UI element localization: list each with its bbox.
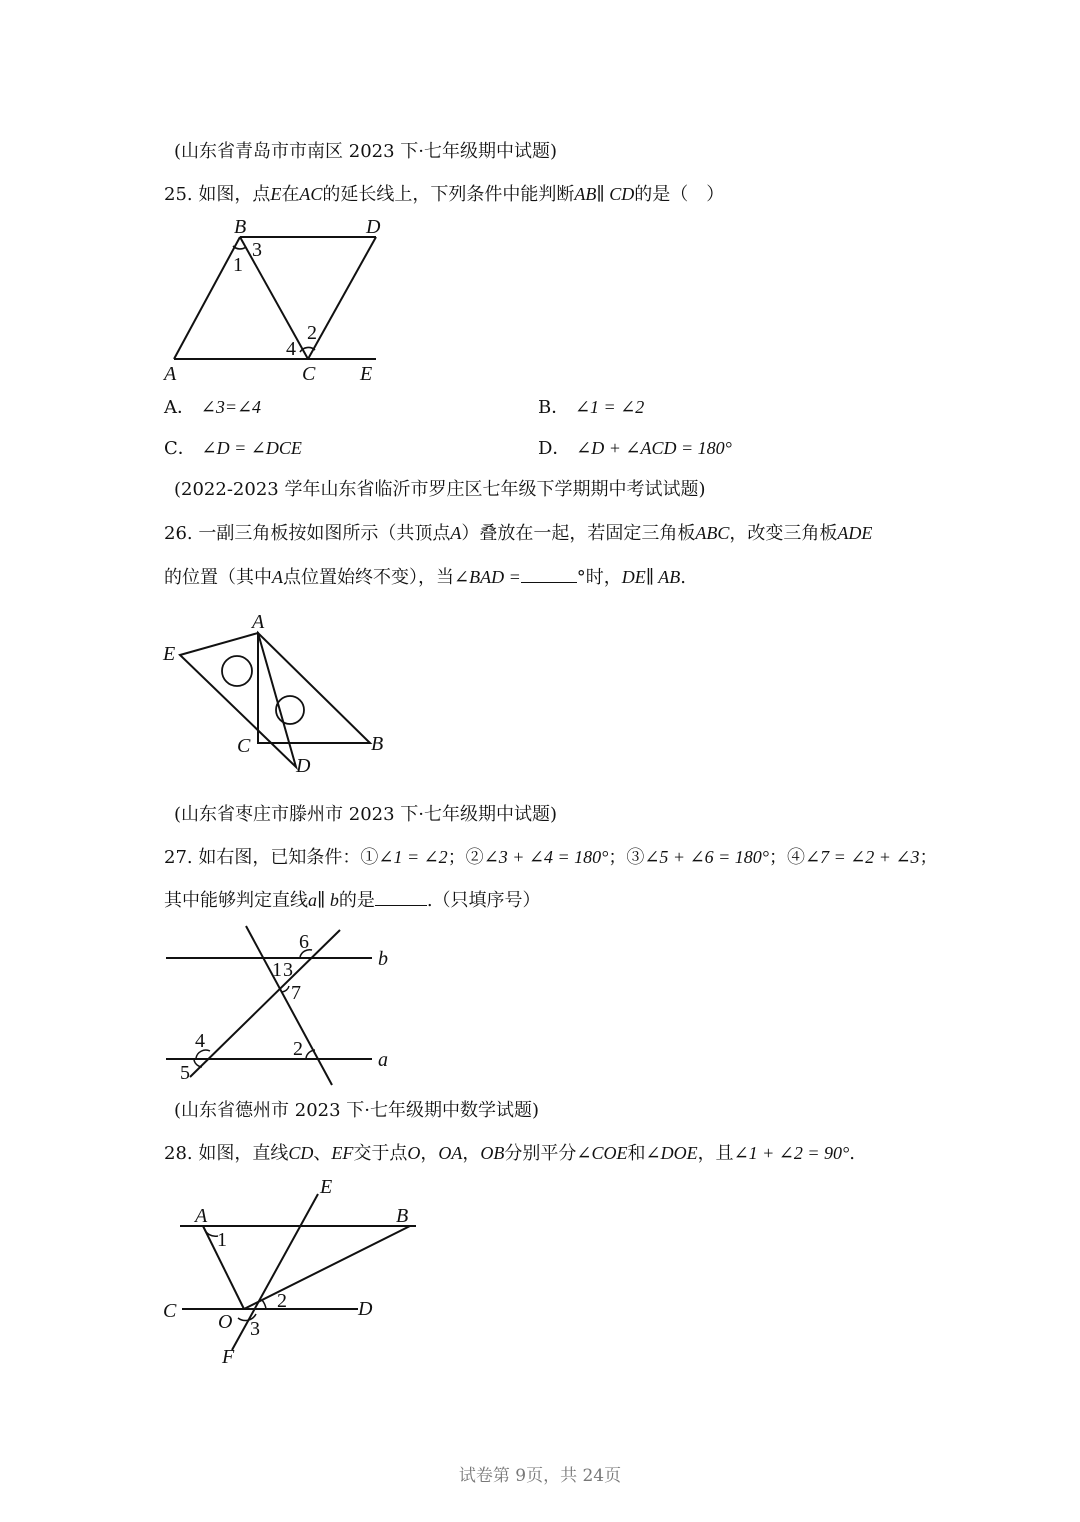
q26-label-A: A [252, 611, 265, 633]
page-footer: 试卷第 9页，共 24页 [458, 1466, 622, 1486]
q25-line-bc [240, 237, 308, 359]
q26-hole-abc [276, 696, 304, 724]
q25-label-C: C [302, 363, 316, 385]
q25-arc-b [233, 246, 246, 249]
q28-label-3: 3 [250, 1318, 260, 1340]
q27-transversal-1 [246, 926, 332, 1085]
q28-line-ef [232, 1194, 318, 1350]
q25-label-D: D [366, 216, 381, 238]
q28-label-1: 1 [217, 1229, 227, 1251]
q28-arc-3 [238, 1314, 256, 1321]
q25-arc-c [300, 347, 315, 352]
q28-label-2: 2 [277, 1290, 287, 1312]
q26-label-E: E [163, 643, 176, 665]
q28-line-oa [203, 1226, 244, 1309]
q26-label-C: C [237, 735, 251, 757]
q27-source: (山东省枣庄市滕州市 2023 下·七年级期中试题) [174, 804, 558, 825]
q27-label-1: 1 [272, 959, 282, 981]
q25-line-cd [308, 237, 376, 359]
q25-label-A: A [164, 363, 177, 385]
q26-triangle-ade [180, 633, 296, 767]
q28-arc-1 [204, 1228, 218, 1236]
q26-number: 26. [164, 523, 193, 544]
q25-option-a[interactable]: A． ∠3=∠4 [164, 397, 262, 418]
q28-label-B: B [396, 1205, 409, 1227]
q27-number: 27. [164, 847, 193, 868]
q26-label-B: B [371, 733, 384, 755]
q28-number: 28. [164, 1143, 193, 1164]
q25-option-b[interactable]: B． ∠1 = ∠2 [538, 397, 645, 418]
q28-label-A: A [195, 1205, 208, 1227]
q28-stem: 28. 如图，直线CD、EF交于点O，OA，OB分别平分∠COE和∠DOE，且∠1 + ∠2 = 90°. [164, 1143, 855, 1164]
q25-label-2: 2 [307, 322, 317, 344]
q27-arc-2 [306, 1050, 315, 1058]
q25-line-ab [174, 237, 240, 359]
q26-stem-line1: 26. 一副三角板按如图所示（共顶点A）叠放在一起，若固定三角板ABC，改变三角板ADE [164, 523, 873, 544]
q27-label-7: 7 [291, 982, 301, 1004]
q25-label-3: 3 [252, 239, 262, 261]
q27-label-5: 5 [180, 1062, 190, 1084]
q28-label-D: D [358, 1298, 373, 1320]
q27-arc-7 [282, 986, 289, 992]
q25-option-c[interactable]: C． ∠D = ∠DCE [164, 438, 302, 459]
q27-label-2: 2 [293, 1038, 303, 1060]
q25-number: 25. [164, 184, 193, 205]
q27-arc-5 [194, 1060, 202, 1067]
q25-label-E: E [360, 363, 373, 385]
q27-label-6: 6 [299, 931, 309, 953]
q27-answer-blank[interactable] [375, 887, 427, 906]
q27-label-b: b [378, 948, 388, 970]
q28-label-F: F [222, 1346, 235, 1368]
q28-label-E: E [320, 1176, 333, 1198]
q28-line-ob [244, 1226, 410, 1309]
q25-label-B: B [234, 216, 247, 238]
q28-label-O: O [218, 1311, 233, 1333]
q28-source: (山东省德州市 2023 下·七年级期中数学试题) [174, 1100, 540, 1121]
q26-hole-ade [222, 656, 252, 686]
q27-stem-line2: 其中能够判定直线a∥ b的是 .（只填序号） [164, 887, 541, 913]
q26-answer-blank[interactable] [521, 564, 577, 583]
q25-label-4: 4 [286, 338, 296, 360]
q28-arc-2 [262, 1300, 266, 1309]
q25-label-1: 1 [233, 254, 243, 276]
q25-option-d[interactable]: D． ∠D + ∠ACD = 180° [538, 438, 732, 459]
q27-label-a: a [378, 1049, 388, 1071]
q27-label-4: 4 [195, 1030, 205, 1052]
q27-label-3: 3 [283, 959, 293, 981]
q27-transversal-2 [190, 930, 340, 1077]
q26-source: (2022-2023 学年山东省临沂市罗庄区七年级下学期期中考试试题) [174, 479, 706, 500]
q27-arc-6 [300, 950, 312, 957]
q26-stem-line2: 的位置（其中A点位置始终不变），当∠BAD = °时，DE∥ AB. [164, 564, 686, 590]
q27-arc-4 [196, 1050, 210, 1058]
q25-source: (山东省青岛市市南区 2023 下·七年级期中试题) [174, 141, 558, 162]
q26-label-D: D [296, 755, 311, 777]
q26-triangle-abc [258, 633, 370, 743]
q25-stem: 25. 如图，点E在AC的延长线上，下列条件中能判断AB∥ CD的是（ ） [164, 184, 725, 205]
q27-stem-line1: 27. 如右图，已知条件：①∠1 = ∠2；②∠3 + ∠4 = 180°；③∠5 + ∠6 = 180°；④∠7 = ∠2 + ∠3； [164, 847, 938, 868]
q28-label-C: C [163, 1300, 177, 1322]
